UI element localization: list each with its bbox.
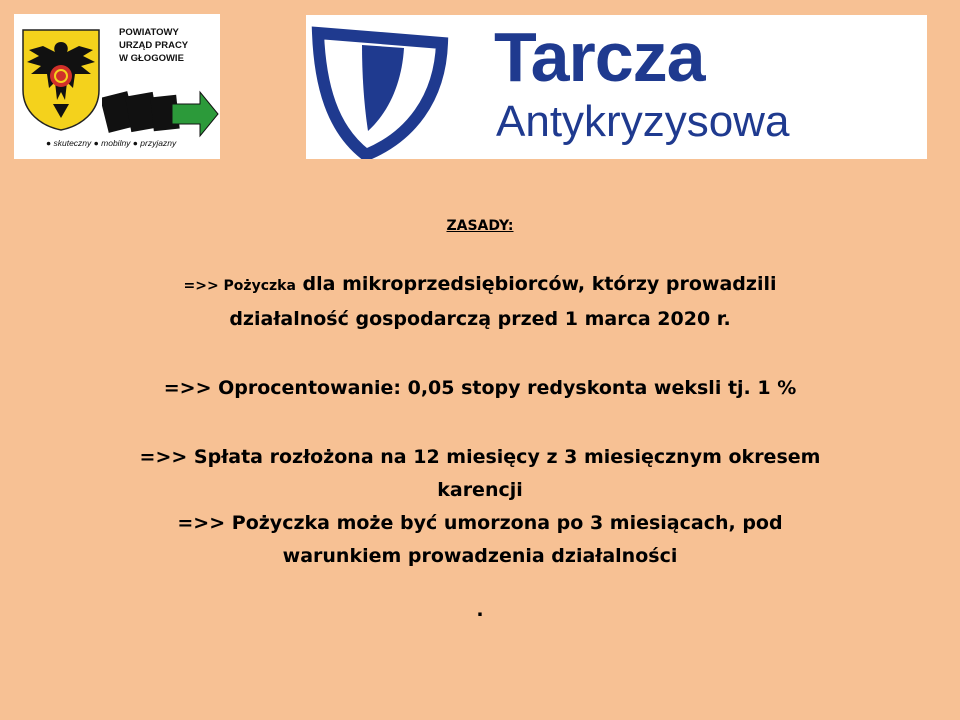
rule-forgiveness — [60, 507, 900, 573]
rule-forgiveness-line2: warunkiem prowadzenia działalności — [282, 545, 678, 567]
tarcza-logo — [306, 15, 927, 159]
rule-repayment-line1: =>> Spłata rozłożona na 12 miesięcy z 3 miesięcznym okresem — [139, 446, 821, 468]
rule-loan-eligibility — [60, 268, 900, 336]
pup-logo — [14, 14, 220, 159]
rule-forgiveness-line1: =>> Pożyczka może być umorzona po 3 miesiącach, pod — [177, 512, 783, 534]
rule-repayment — [60, 441, 900, 507]
rule-loan-line2: działalność gospodarczą przed 1 marca 2020 r. — [229, 308, 731, 330]
pup-tagline: ● skuteczny ● mobilny ● przyjazny — [46, 138, 177, 148]
pup-name — [119, 26, 188, 65]
cards-arrow-icon — [102, 84, 220, 138]
rules-heading: ZASADY: — [446, 218, 514, 234]
pup-name-line2: URZĄD PRACY — [119, 40, 189, 51]
pup-name-line1: POWIATOWY — [119, 27, 179, 38]
rule-loan-line1: dla mikroprzedsiębiorców, którzy prowadzili — [295, 273, 777, 295]
shield-icon — [306, 25, 486, 159]
rule-repayment-line2: karencji — [437, 479, 523, 501]
eagle-coat-of-arms-icon — [19, 26, 103, 132]
pup-name-line3: W GŁOGOWIE — [119, 53, 184, 64]
rules-content — [60, 218, 900, 621]
rule-loan-prefix: =>> Pożyczka — [183, 278, 296, 294]
trailing-dot: . — [476, 599, 484, 621]
rule-interest: =>> Oprocentowanie: 0,05 stopy redyskonta weksli tj. 1 % — [163, 377, 797, 399]
tarcza-title: Tarcza — [494, 18, 705, 96]
tarcza-subtitle: Antykryzysowa — [496, 97, 790, 146]
